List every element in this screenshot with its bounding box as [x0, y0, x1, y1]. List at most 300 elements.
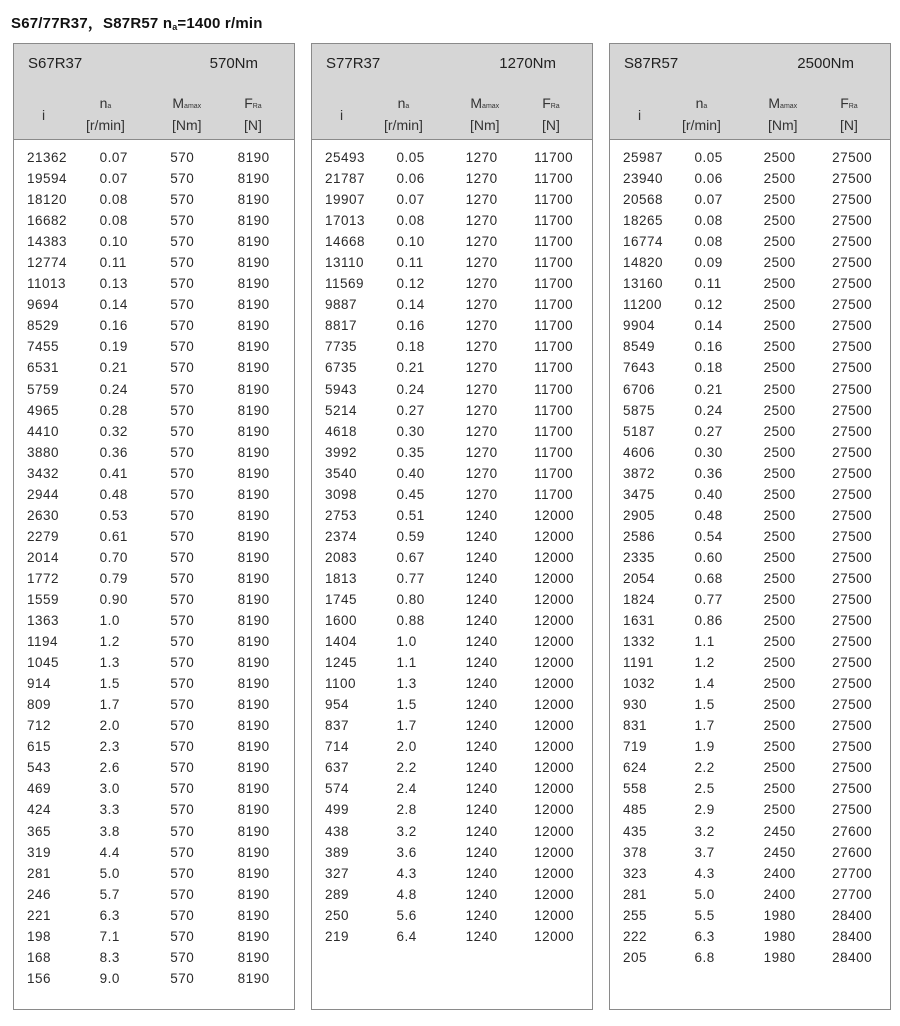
table-row	[14, 610, 294, 631]
cell-radial-load: 27700	[832, 865, 873, 881]
cell-radial-load: 8190	[237, 613, 270, 629]
cell-ratio: 18120	[27, 192, 68, 208]
cell-output-speed: 1.4	[694, 676, 715, 692]
cell-max-torque: 2500	[763, 444, 796, 460]
cell-max-torque: 2500	[763, 697, 796, 713]
cell-max-torque: 1270	[465, 465, 498, 481]
cell-max-torque: 2400	[763, 886, 796, 902]
cell-radial-load: 12000	[534, 697, 575, 713]
cell-output-speed: 0.48	[99, 486, 128, 502]
cell-ratio: 5875	[623, 402, 656, 418]
cell-radial-load: 28400	[832, 928, 873, 944]
data-table	[14, 147, 294, 989]
table-row	[14, 147, 294, 168]
cell-max-torque: 2450	[763, 844, 796, 860]
cell-max-torque: 570	[170, 171, 195, 187]
cell-ratio: 250	[325, 907, 350, 923]
cell-max-torque: 2500	[763, 465, 796, 481]
cell-output-speed: 0.68	[694, 570, 723, 586]
cell-max-torque: 570	[170, 150, 195, 166]
cell-ratio: 1245	[325, 655, 358, 671]
cell-ratio: 11013	[27, 276, 67, 292]
cell-ratio: 4618	[325, 423, 358, 439]
cell-ratio: 221	[27, 907, 52, 923]
cell-output-speed: 0.45	[396, 486, 425, 502]
cell-output-speed: 2.2	[694, 760, 715, 776]
cell-radial-load: 11700	[534, 255, 574, 271]
table-row	[610, 294, 890, 315]
table-row	[610, 905, 890, 926]
cell-output-speed: 1.0	[99, 613, 120, 629]
cell-max-torque: 2500	[763, 760, 796, 776]
table-row	[610, 379, 890, 400]
cell-ratio: 3540	[325, 465, 358, 481]
cell-output-speed: 0.24	[694, 402, 723, 418]
cell-max-torque: 2500	[763, 528, 796, 544]
cell-ratio: 13110	[325, 255, 365, 271]
cell-ratio: 1631	[623, 613, 656, 629]
column-header-mamax: Mamax [Nm]	[172, 95, 202, 133]
cell-max-torque: 2500	[763, 339, 796, 355]
cell-max-torque: 1270	[465, 297, 498, 313]
cell-output-speed: 0.08	[694, 234, 723, 250]
table-row	[312, 778, 592, 799]
table-row	[610, 715, 890, 736]
panel-s87r57	[609, 43, 891, 1010]
cell-max-torque: 1240	[465, 844, 498, 860]
cell-max-torque: 570	[170, 928, 195, 944]
cell-ratio: 424	[27, 802, 52, 818]
cell-radial-load: 8190	[237, 570, 270, 586]
cell-radial-load: 27500	[832, 360, 873, 376]
cell-ratio: 365	[27, 823, 52, 839]
table-row	[610, 884, 890, 905]
cell-radial-load: 27500	[832, 276, 873, 292]
cell-max-torque: 1270	[465, 213, 498, 229]
cell-ratio: 2054	[623, 570, 656, 586]
cell-ratio: 17013	[325, 213, 366, 229]
table-row	[610, 400, 890, 421]
cell-output-speed: 0.11	[396, 255, 424, 271]
table-row	[14, 336, 294, 357]
cell-ratio: 2753	[325, 507, 358, 523]
table-row	[610, 315, 890, 336]
cell-max-torque: 570	[170, 970, 195, 986]
cell-ratio: 8817	[325, 318, 358, 334]
cell-max-torque: 1240	[465, 528, 498, 544]
cell-ratio: 831	[623, 718, 648, 734]
cell-max-torque: 2500	[763, 802, 796, 818]
cell-output-speed: 0.21	[396, 360, 425, 376]
cell-ratio: 574	[325, 781, 350, 797]
cell-output-speed: 0.30	[694, 444, 723, 460]
cell-max-torque: 570	[170, 255, 195, 271]
cell-output-speed: 0.90	[99, 592, 128, 607]
cell-ratio: 469	[27, 781, 52, 797]
cell-max-torque: 2500	[763, 255, 796, 271]
cell-output-speed: 0.14	[396, 297, 425, 313]
cell-output-speed: 1.7	[694, 718, 715, 734]
cell-ratio: 1100	[325, 676, 357, 692]
cell-ratio: 8529	[27, 318, 60, 334]
cell-max-torque: 570	[170, 192, 195, 208]
cell-ratio: 281	[623, 886, 648, 902]
cell-max-torque: 1240	[465, 634, 498, 650]
cell-output-speed: 2.9	[694, 802, 715, 818]
cell-ratio: 1045	[27, 655, 60, 671]
cell-output-speed: 4.8	[396, 886, 417, 902]
cell-max-torque: 1270	[465, 318, 498, 334]
cell-output-speed: 3.8	[99, 823, 120, 839]
table-row	[610, 589, 890, 610]
cell-radial-load: 27500	[832, 760, 873, 776]
cell-max-torque: 570	[170, 802, 195, 818]
cell-ratio: 712	[27, 718, 52, 734]
table-row	[312, 589, 592, 610]
table-row	[610, 821, 890, 842]
cell-output-speed: 0.11	[694, 276, 722, 292]
cell-radial-load: 8190	[237, 402, 270, 418]
cell-ratio: 2944	[27, 486, 60, 502]
cell-ratio: 25493	[325, 150, 366, 166]
cell-output-speed: 0.21	[99, 360, 128, 376]
cell-ratio: 2279	[27, 528, 60, 544]
cell-ratio: 327	[325, 865, 350, 881]
table-row	[14, 442, 294, 463]
table-row	[312, 631, 592, 652]
table-row	[312, 715, 592, 736]
cell-ratio: 20568	[623, 192, 664, 208]
cell-radial-load: 11700	[534, 234, 574, 250]
cell-radial-load: 8190	[237, 234, 270, 250]
table-row	[312, 821, 592, 842]
cell-output-speed: 1.7	[99, 697, 120, 713]
cell-radial-load: 8190	[237, 949, 270, 965]
cell-ratio: 25987	[623, 150, 664, 166]
cell-max-torque: 570	[170, 318, 195, 334]
cell-output-speed: 2.3	[99, 739, 120, 755]
cell-max-torque: 570	[170, 528, 195, 544]
cell-output-speed: 0.16	[396, 318, 425, 334]
cell-output-speed: 0.86	[694, 613, 723, 629]
table-row	[610, 273, 890, 294]
cell-radial-load: 11700	[534, 381, 574, 397]
cell-ratio: 246	[27, 886, 52, 902]
cell-max-torque: 2500	[763, 192, 796, 208]
table-row	[14, 252, 294, 273]
cell-radial-load: 8190	[237, 760, 270, 776]
cell-radial-load: 27500	[832, 234, 873, 250]
cell-radial-load: 11700	[534, 423, 574, 439]
cell-output-speed: 0.51	[396, 507, 425, 523]
cell-ratio: 714	[325, 739, 350, 755]
cell-output-speed: 0.61	[99, 528, 128, 544]
table-row	[14, 947, 294, 968]
cell-ratio: 2630	[27, 507, 60, 523]
cell-ratio: 255	[623, 907, 648, 923]
cell-output-speed: 0.09	[694, 255, 723, 271]
data-table	[312, 147, 592, 947]
cell-output-speed: 0.06	[396, 171, 425, 187]
cell-output-speed: 0.27	[396, 402, 425, 418]
cell-radial-load: 27500	[832, 507, 873, 523]
cell-max-torque: 570	[170, 234, 195, 250]
table-row	[14, 189, 294, 210]
cell-output-speed: 0.12	[396, 276, 425, 292]
table-row	[14, 315, 294, 336]
cell-output-speed: 0.24	[396, 381, 425, 397]
cell-radial-load: 28400	[832, 907, 873, 923]
cell-max-torque: 1270	[465, 255, 498, 271]
model-name: S67R37	[28, 55, 83, 72]
cell-max-torque: 1240	[465, 739, 498, 755]
cell-max-torque: 2500	[763, 549, 796, 565]
cell-ratio: 168	[27, 949, 52, 965]
cell-max-torque: 2500	[763, 381, 796, 397]
table-row	[610, 863, 890, 884]
cell-radial-load: 27500	[832, 613, 873, 629]
cell-output-speed: 0.08	[694, 213, 723, 229]
table-row	[312, 463, 592, 484]
cell-max-torque: 2500	[763, 276, 796, 292]
table-row	[610, 336, 890, 357]
cell-radial-load: 27500	[832, 213, 873, 229]
cell-output-speed: 3.2	[396, 823, 417, 839]
table-row	[610, 757, 890, 778]
table-row	[610, 463, 890, 484]
cell-max-torque: 570	[170, 676, 195, 692]
table-row	[312, 400, 592, 421]
cell-output-speed: 0.14	[694, 318, 723, 334]
panel-header	[312, 44, 592, 140]
table-row	[14, 484, 294, 505]
cell-max-torque: 570	[170, 781, 195, 797]
cell-radial-load: 12000	[534, 507, 575, 523]
cell-ratio: 914	[27, 676, 52, 692]
model-name: S77R37	[326, 55, 381, 72]
table-row	[610, 526, 890, 547]
cell-radial-load: 11700	[534, 318, 574, 334]
cell-max-torque: 1270	[465, 423, 498, 439]
cell-radial-load: 12000	[534, 655, 575, 671]
cell-max-torque: 1240	[465, 592, 498, 607]
cell-radial-load: 12000	[534, 570, 575, 586]
column-header-fra: FRa [N]	[542, 95, 560, 133]
cell-ratio: 289	[325, 886, 350, 902]
cell-output-speed: 0.40	[694, 486, 723, 502]
table-row	[312, 379, 592, 400]
cell-output-speed: 1.2	[99, 634, 120, 650]
cell-radial-load: 27500	[832, 592, 873, 607]
cell-output-speed: 0.19	[99, 339, 128, 355]
cell-output-speed: 2.8	[396, 802, 417, 818]
cell-output-speed: 1.1	[694, 634, 715, 650]
cell-radial-load: 27600	[832, 844, 873, 860]
cell-output-speed: 2.5	[694, 781, 715, 797]
cell-radial-load: 12000	[534, 844, 575, 860]
cell-output-speed: 1.7	[396, 718, 417, 734]
cell-radial-load: 8190	[237, 823, 270, 839]
cell-max-torque: 2500	[763, 592, 796, 607]
cell-output-speed: 0.80	[396, 592, 425, 607]
cell-output-speed: 0.10	[99, 234, 128, 250]
cell-radial-load: 8190	[237, 360, 270, 376]
cell-radial-load: 8190	[237, 255, 270, 271]
cell-ratio: 16682	[27, 213, 68, 229]
cell-max-torque: 570	[170, 402, 195, 418]
table-row	[312, 294, 592, 315]
cell-radial-load: 8190	[237, 886, 270, 902]
table-row	[610, 926, 890, 947]
cell-ratio: 198	[27, 928, 52, 944]
cell-ratio: 719	[623, 739, 648, 755]
cell-radial-load: 27500	[832, 549, 873, 565]
table-row	[312, 273, 592, 294]
cell-output-speed: 3.3	[99, 802, 120, 818]
cell-output-speed: 0.18	[396, 339, 425, 355]
cell-ratio: 9904	[623, 318, 656, 334]
cell-ratio: 281	[27, 865, 52, 881]
table-row	[312, 863, 592, 884]
cell-ratio: 9887	[325, 297, 358, 313]
cell-radial-load: 11700	[534, 171, 574, 187]
table-row	[14, 631, 294, 652]
cell-output-speed: 2.6	[99, 760, 120, 776]
cell-max-torque: 570	[170, 549, 195, 565]
cell-output-speed: 1.3	[396, 676, 417, 692]
cell-output-speed: 0.18	[694, 360, 723, 376]
cell-radial-load: 11700	[534, 339, 574, 355]
cell-max-torque: 2400	[763, 865, 796, 881]
table-row	[14, 926, 294, 947]
cell-max-torque: 1240	[465, 549, 498, 565]
table-row	[312, 357, 592, 378]
cell-ratio: 19594	[27, 171, 68, 187]
table-row	[610, 210, 890, 231]
cell-radial-load: 12000	[534, 676, 575, 692]
cell-radial-load: 27500	[832, 465, 873, 481]
cell-max-torque: 1240	[465, 613, 498, 629]
table-row	[312, 315, 592, 336]
cell-output-speed: 0.60	[694, 549, 723, 565]
table-row	[14, 210, 294, 231]
cell-ratio: 5943	[325, 381, 358, 397]
cell-radial-load: 12000	[534, 592, 575, 607]
cell-ratio: 6531	[27, 360, 60, 376]
cell-radial-load: 27500	[832, 318, 873, 334]
cell-output-speed: 0.36	[694, 465, 723, 481]
cell-output-speed: 2.0	[396, 739, 417, 755]
cell-ratio: 19907	[325, 192, 366, 208]
cell-max-torque: 1240	[465, 718, 498, 734]
cell-ratio: 2335	[623, 549, 656, 565]
cell-max-torque: 570	[170, 760, 195, 776]
cell-max-torque: 1240	[465, 570, 498, 586]
cell-output-speed: 0.27	[694, 423, 723, 439]
cell-max-torque: 1270	[465, 339, 498, 355]
cell-ratio: 954	[325, 697, 350, 713]
table-row	[610, 147, 890, 168]
table-row	[14, 884, 294, 905]
cell-max-torque: 2500	[763, 213, 796, 229]
cell-output-speed: 4.3	[396, 865, 417, 881]
cell-max-torque: 570	[170, 507, 195, 523]
data-table	[610, 147, 890, 968]
cell-output-speed: 0.08	[396, 213, 425, 229]
cell-ratio: 8549	[623, 339, 656, 355]
cell-ratio: 11200	[623, 297, 663, 313]
cell-radial-load: 27500	[832, 718, 873, 734]
cell-max-torque: 1270	[465, 381, 498, 397]
table-row	[610, 231, 890, 252]
column-header-na: na [r/min]	[682, 95, 721, 133]
cell-output-speed: 3.6	[396, 844, 417, 860]
cell-output-speed: 0.12	[694, 297, 723, 313]
cell-radial-load: 27500	[832, 802, 873, 818]
cell-max-torque: 2500	[763, 318, 796, 334]
cell-output-speed: 0.05	[694, 150, 723, 166]
table-row	[312, 336, 592, 357]
cell-max-torque: 1240	[465, 823, 498, 839]
cell-radial-load: 8190	[237, 339, 270, 355]
cell-ratio: 219	[325, 928, 350, 944]
table-row	[610, 252, 890, 273]
table-row	[14, 357, 294, 378]
cell-ratio: 13160	[623, 276, 664, 292]
cell-ratio: 2014	[27, 549, 60, 565]
cell-max-torque: 570	[170, 823, 195, 839]
cell-radial-load: 27500	[832, 381, 873, 397]
panel-header	[14, 44, 294, 140]
cell-radial-load: 11700	[534, 360, 574, 376]
column-header-mamax: Mamax [Nm]	[470, 95, 500, 133]
cell-output-speed: 0.30	[396, 423, 425, 439]
table-row	[610, 484, 890, 505]
table-row	[610, 631, 890, 652]
cell-radial-load: 8190	[237, 171, 270, 187]
cell-ratio: 3880	[27, 444, 60, 460]
cell-radial-load: 8190	[237, 423, 270, 439]
cell-radial-load: 27500	[832, 528, 873, 544]
cell-ratio: 11569	[325, 276, 365, 292]
cell-radial-load: 8190	[237, 844, 270, 860]
cell-max-torque: 1240	[465, 676, 498, 692]
cell-ratio: 837	[325, 718, 350, 734]
cell-output-speed: 0.07	[99, 171, 128, 187]
cell-ratio: 2374	[325, 528, 358, 544]
table-row	[312, 547, 592, 568]
table-row	[14, 736, 294, 757]
cell-ratio: 637	[325, 760, 350, 776]
table-row	[312, 926, 592, 947]
cell-ratio: 438	[325, 823, 350, 839]
table-row	[312, 905, 592, 926]
cell-output-speed: 1.1	[396, 655, 417, 671]
cell-output-speed: 0.16	[99, 318, 128, 334]
column-header-mamax: Mamax [Nm]	[768, 95, 798, 133]
cell-output-speed: 5.0	[99, 865, 120, 881]
cell-radial-load: 27500	[832, 171, 873, 187]
cell-radial-load: 8190	[237, 486, 270, 502]
column-header-na: na [r/min]	[384, 95, 423, 133]
cell-output-speed: 0.10	[396, 234, 425, 250]
cell-ratio: 3475	[623, 486, 656, 502]
table-row	[14, 379, 294, 400]
table-row	[610, 947, 890, 968]
cell-radial-load: 27500	[832, 150, 873, 166]
table-row	[14, 421, 294, 442]
cell-radial-load: 8190	[237, 465, 270, 481]
